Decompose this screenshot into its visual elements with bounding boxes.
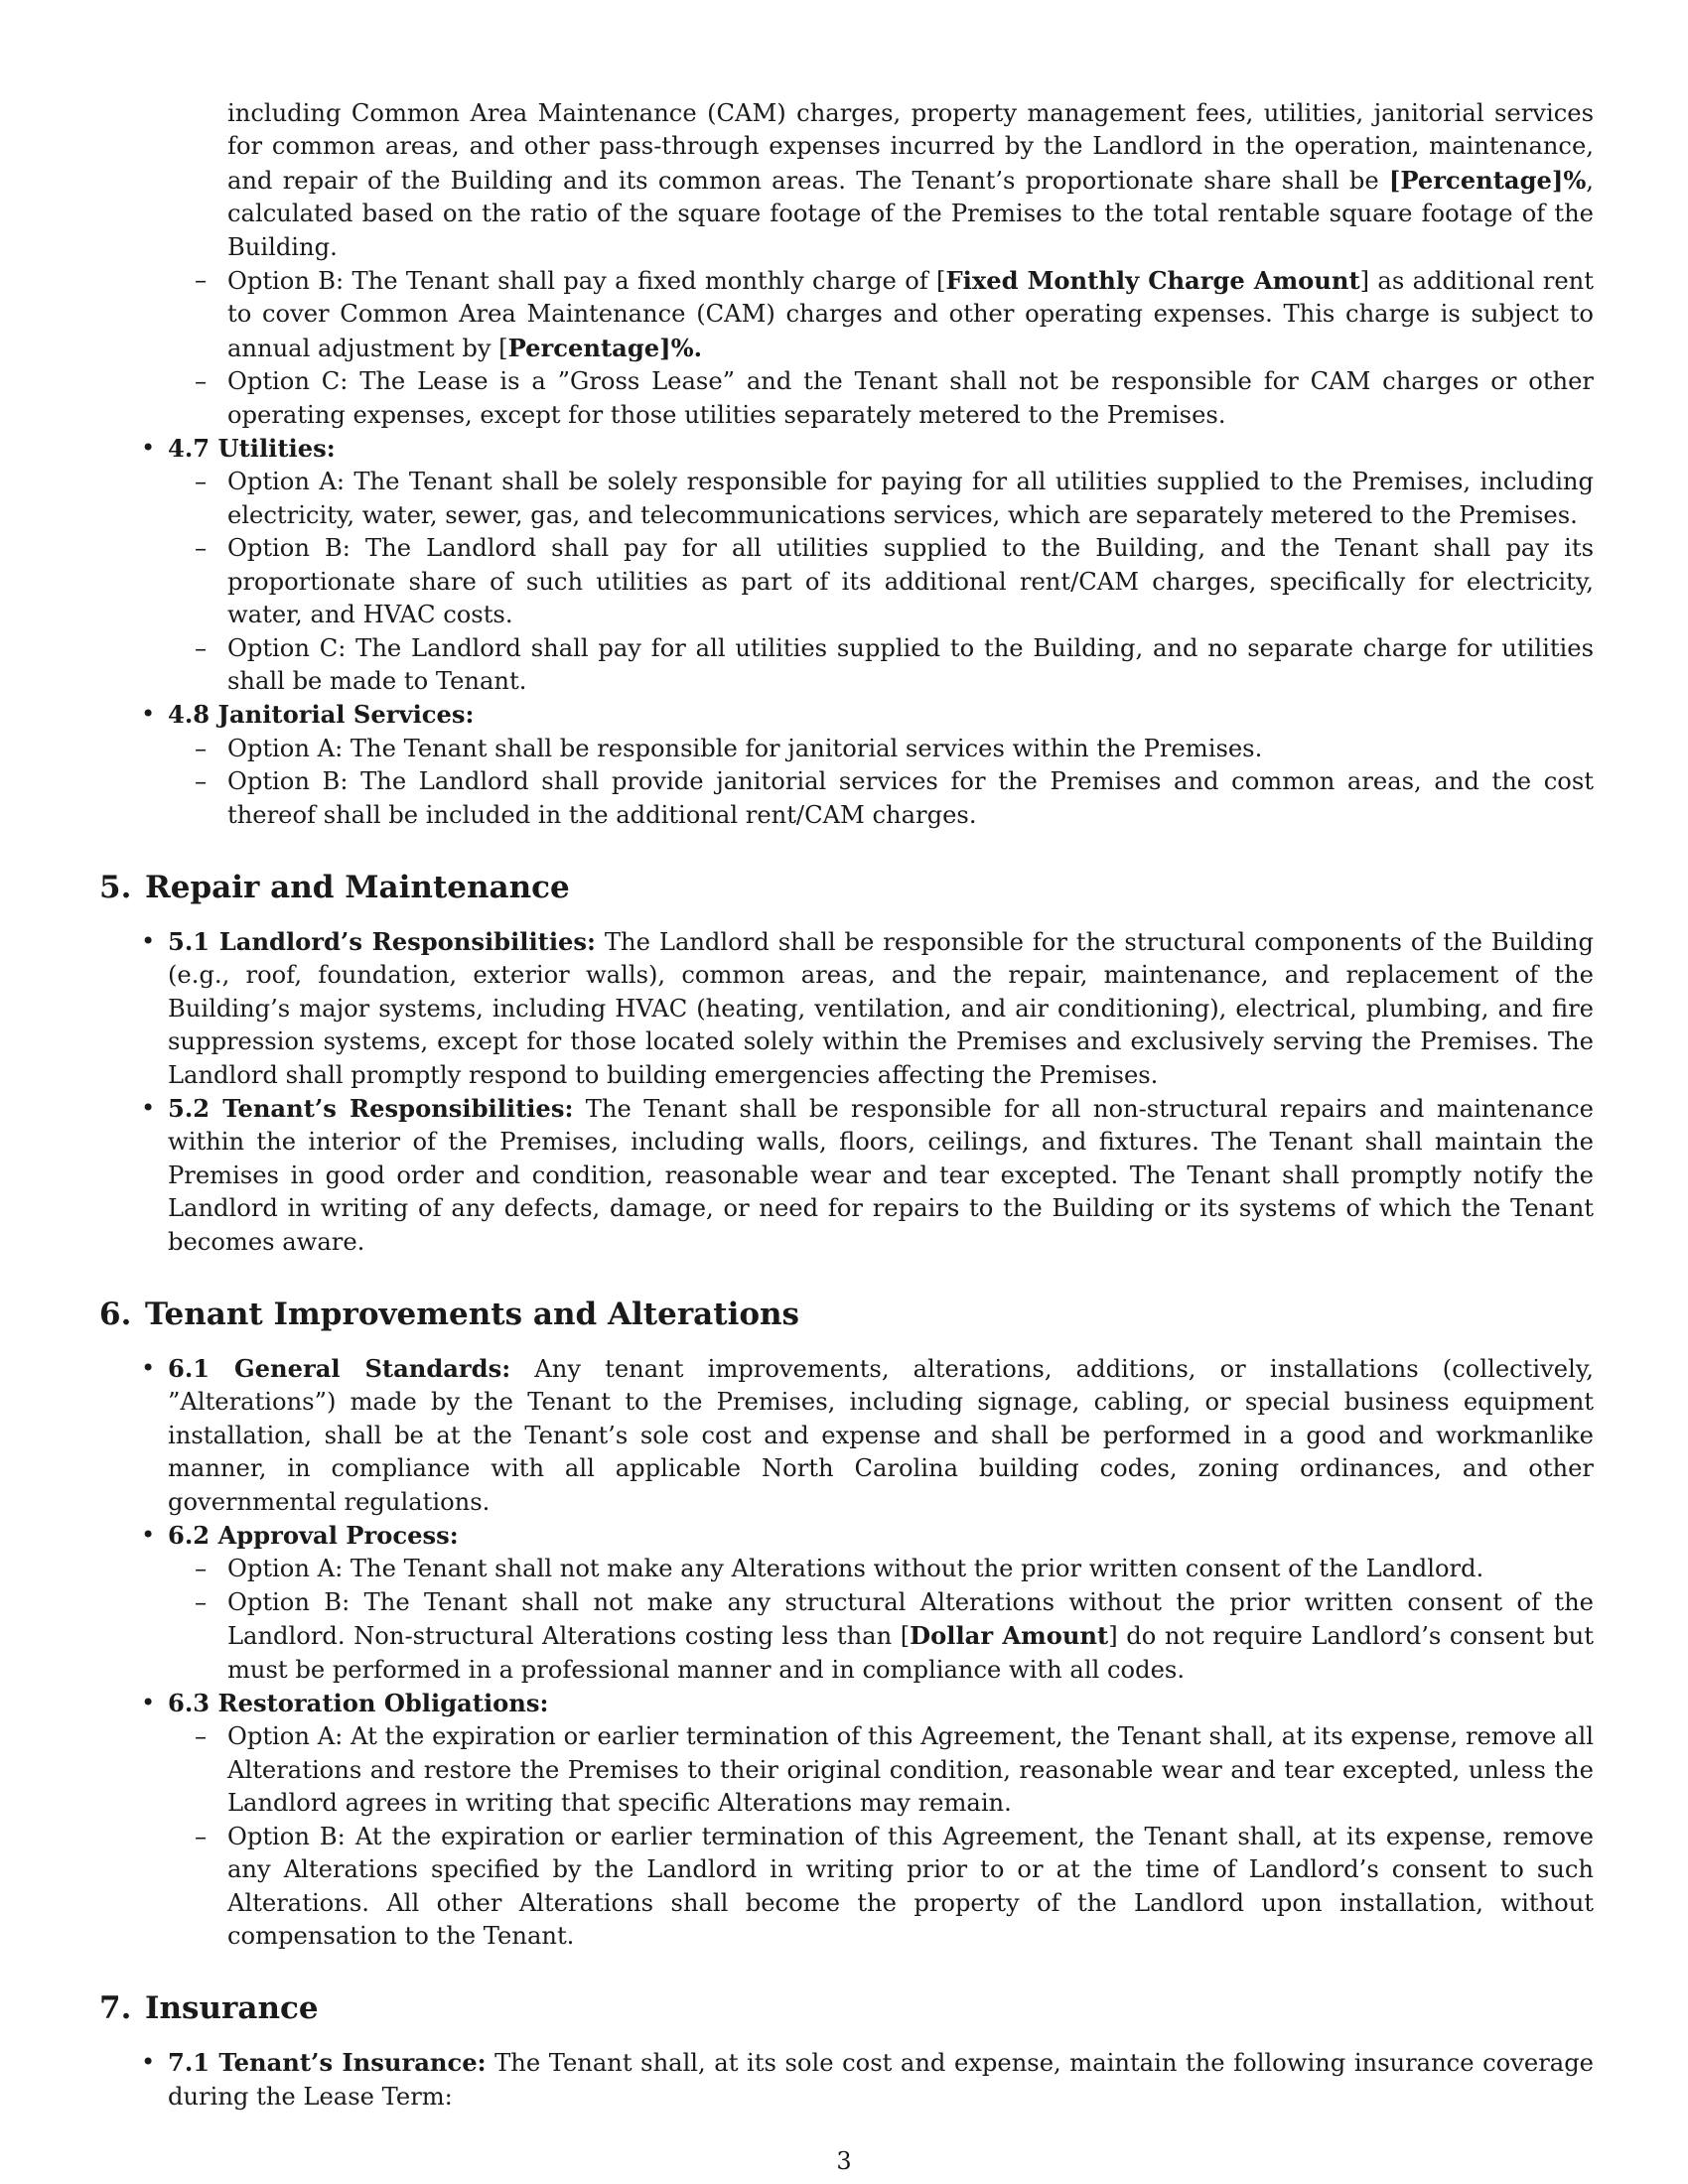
- item-7-1: • 7.1 Tenant’s Insurance: The Tenant shall, at its sole cost and expense, maintain the following insurance coverage during the Lease Term:: [141, 2048, 1594, 2111]
- cam-option-a-continuation: including Common Area Maintenance (CAM) charges, property management fees, utilities, janitorial services for common areas, and other pass-through expenses incurred by the Landlord in the operation, maintenance, and repair of the Building and its common areas. The Tenant’s proportionate share shall be [Percentage]%, calculated based on the ratio of the square footage of the Premises to the total rentable square footage of the Building.: [227, 99, 1594, 261]
- placeholder-fixed-charge: Fixed Monthly Charge Amount: [945, 266, 1360, 296]
- section-6-heading: 6. Tenant Improvements and Alterations: [99, 1297, 800, 1332]
- bullet-marker: •: [141, 2048, 156, 2077]
- utilities-option-c: – Option C: The Landlord shall pay for all utilities supplied to the Building, and no separate charge for utilities shall be made to Tenant.: [195, 633, 1594, 695]
- item-5-1: • 5.1 Landlord’s Responsibilities: The Landlord shall be responsible for the structural components of the Building (e.g., roof, foundation, exterior walls), common areas, and the repair, maintenance, and replacement of the Building’s major systems, including HVAC (heating, ventilation, and air conditioning), electrical, plumbing, and fire suppression systems, except for those located solely within the Premises and exclusively serving the Premises. The Landlord shall promptly respond to building emergencies affecting the Premises.: [141, 926, 1594, 1089]
- item-6-1: • 6.1 General Standards: Any tenant improvements, alterations, additions, or installations (collectively, ”Alterations”) made by the Tenant to the Premises, including signage, cabling, or special business equipment installation, shall be at the Tenant’s sole cost and expense and shall be performed in a good and workmanlike manner, in compliance with all applicable North Carolina building codes, zoning ordinances, and other governmental regulations.: [141, 1354, 1594, 1516]
- dash-marker: –: [195, 767, 208, 796]
- bullet-marker: •: [141, 1689, 156, 1717]
- dash-marker: –: [195, 1587, 208, 1616]
- bullet-marker: •: [141, 434, 156, 463]
- dash-marker: –: [195, 734, 208, 762]
- dash-marker: –: [195, 367, 208, 396]
- utilities-option-a: – Option A: The Tenant shall be solely responsible for paying for all utilities supplied to the Premises, including electricity, water, sewer, gas, and telecommunications services, which are separately metered to the Premises.: [195, 468, 1594, 529]
- item-4-7-utilities: • 4.7 Utilities:: [168, 432, 1594, 466]
- section-7-heading: 7. Insurance: [99, 1990, 319, 2027]
- document-page: [99, 97, 1594, 2114]
- page-number: 3: [836, 2147, 852, 2175]
- item-5-2: • 5.2 Tenant’s Responsibilities: The Tenant shall be responsible for all non-structural repairs and maintenance within the interior of the Premises, including walls, floors, ceilings, and fixtures. The Tenant shall maintain the Premises in good order and condition, reasonable wear and tear excepted. The Tenant shall promptly notify the Landlord in writing of any defects, damage, or need for repairs to the Building or its systems of which the Tenant becomes aware.: [141, 1093, 1594, 1256]
- janitorial-option-b: – Option B: The Landlord shall provide janitorial services for the Premises and common areas, and the cost thereof shall be included in the additional rent/CAM charges.: [195, 767, 1594, 829]
- placeholder-percentage: Percentage: [507, 333, 660, 362]
- dash-marker: –: [195, 1722, 208, 1751]
- item-6-3: • 6.3 Restoration Obligations:: [168, 1687, 1594, 1720]
- bullet-marker: •: [141, 1354, 156, 1382]
- item-6-2: • 6.2 Approval Process:: [168, 1519, 1594, 1553]
- dash-marker: –: [195, 1822, 208, 1850]
- approval-option-b: – Option B: The Tenant shall not make any structural Alterations without the prior written consent of the Landlord. Non-structural Alterations costing less than [Dollar Amount] do not require Landlord’s consent but must be performed in a professional manner and in compliance with all codes.: [195, 1587, 1594, 1684]
- dash-marker: –: [195, 1555, 208, 1583]
- placeholder-percentage: [Percentage]%: [1388, 165, 1587, 195]
- restoration-option-a: – Option A: At the expiration or earlier termination of this Agreement, the Tenant shall, at its expense, remove all Alterations and restore the Premises to their original condition, reasonable wear and tear excepted, unless the Landlord agrees in writing that specific Alterations may remain.: [195, 1722, 1594, 1818]
- bullet-marker: •: [141, 1093, 156, 1122]
- janitorial-option-a: – Option A: The Tenant shall be responsible for janitorial services within the Premises.: [227, 733, 1594, 765]
- dash-marker: –: [195, 468, 208, 496]
- restoration-option-b: – Option B: At the expiration or earlier termination of this Agreement, the Tenant shall, at its expense, remove any Alterations specified by the Landlord in writing prior to or at the time of Landlord’s consent to such Alterations. All other Alterations shall become the property of the Landlord upon installation, without compensation to the Tenant.: [195, 1822, 1594, 1950]
- cam-option-b: – Option B: The Tenant shall pay a fixed monthly charge of [Fixed Monthly Charge Amount] as additional rent to cover Common Area Maintenance (CAM) charges and other operating expenses. This charge is subject to annual adjustment by [Percentage]%.: [195, 266, 1594, 362]
- placeholder-dollar-amount: Dollar Amount: [910, 1621, 1109, 1651]
- bullet-marker: •: [141, 926, 156, 955]
- bullet-marker: •: [141, 700, 156, 729]
- cam-option-c: – Option C: The Lease is a ”Gross Lease” and the Tenant shall not be responsible for CAM charges or other operating expenses, except for those utilities separately metered to the Premises.: [195, 367, 1594, 429]
- approval-option-a: – Option A: The Tenant shall not make any Alterations without the prior written consent of the Landlord.: [227, 1553, 1594, 1585]
- section-5-heading: 5. Repair and Maintenance: [99, 869, 570, 905]
- dash-marker: –: [195, 633, 208, 662]
- item-4-8-janitorial: • 4.8 Janitorial Services:: [168, 698, 1594, 732]
- dash-marker: –: [195, 534, 208, 563]
- utilities-option-b: – Option B: The Landlord shall pay for all utilities supplied to the Building, and the Tenant shall pay its proportionate share of such utilities as part of its additional rent/CAM charges, specifically for electricity, water, and HVAC costs.: [195, 534, 1594, 629]
- dash-marker: –: [195, 266, 208, 295]
- bullet-marker: •: [141, 1521, 156, 1550]
